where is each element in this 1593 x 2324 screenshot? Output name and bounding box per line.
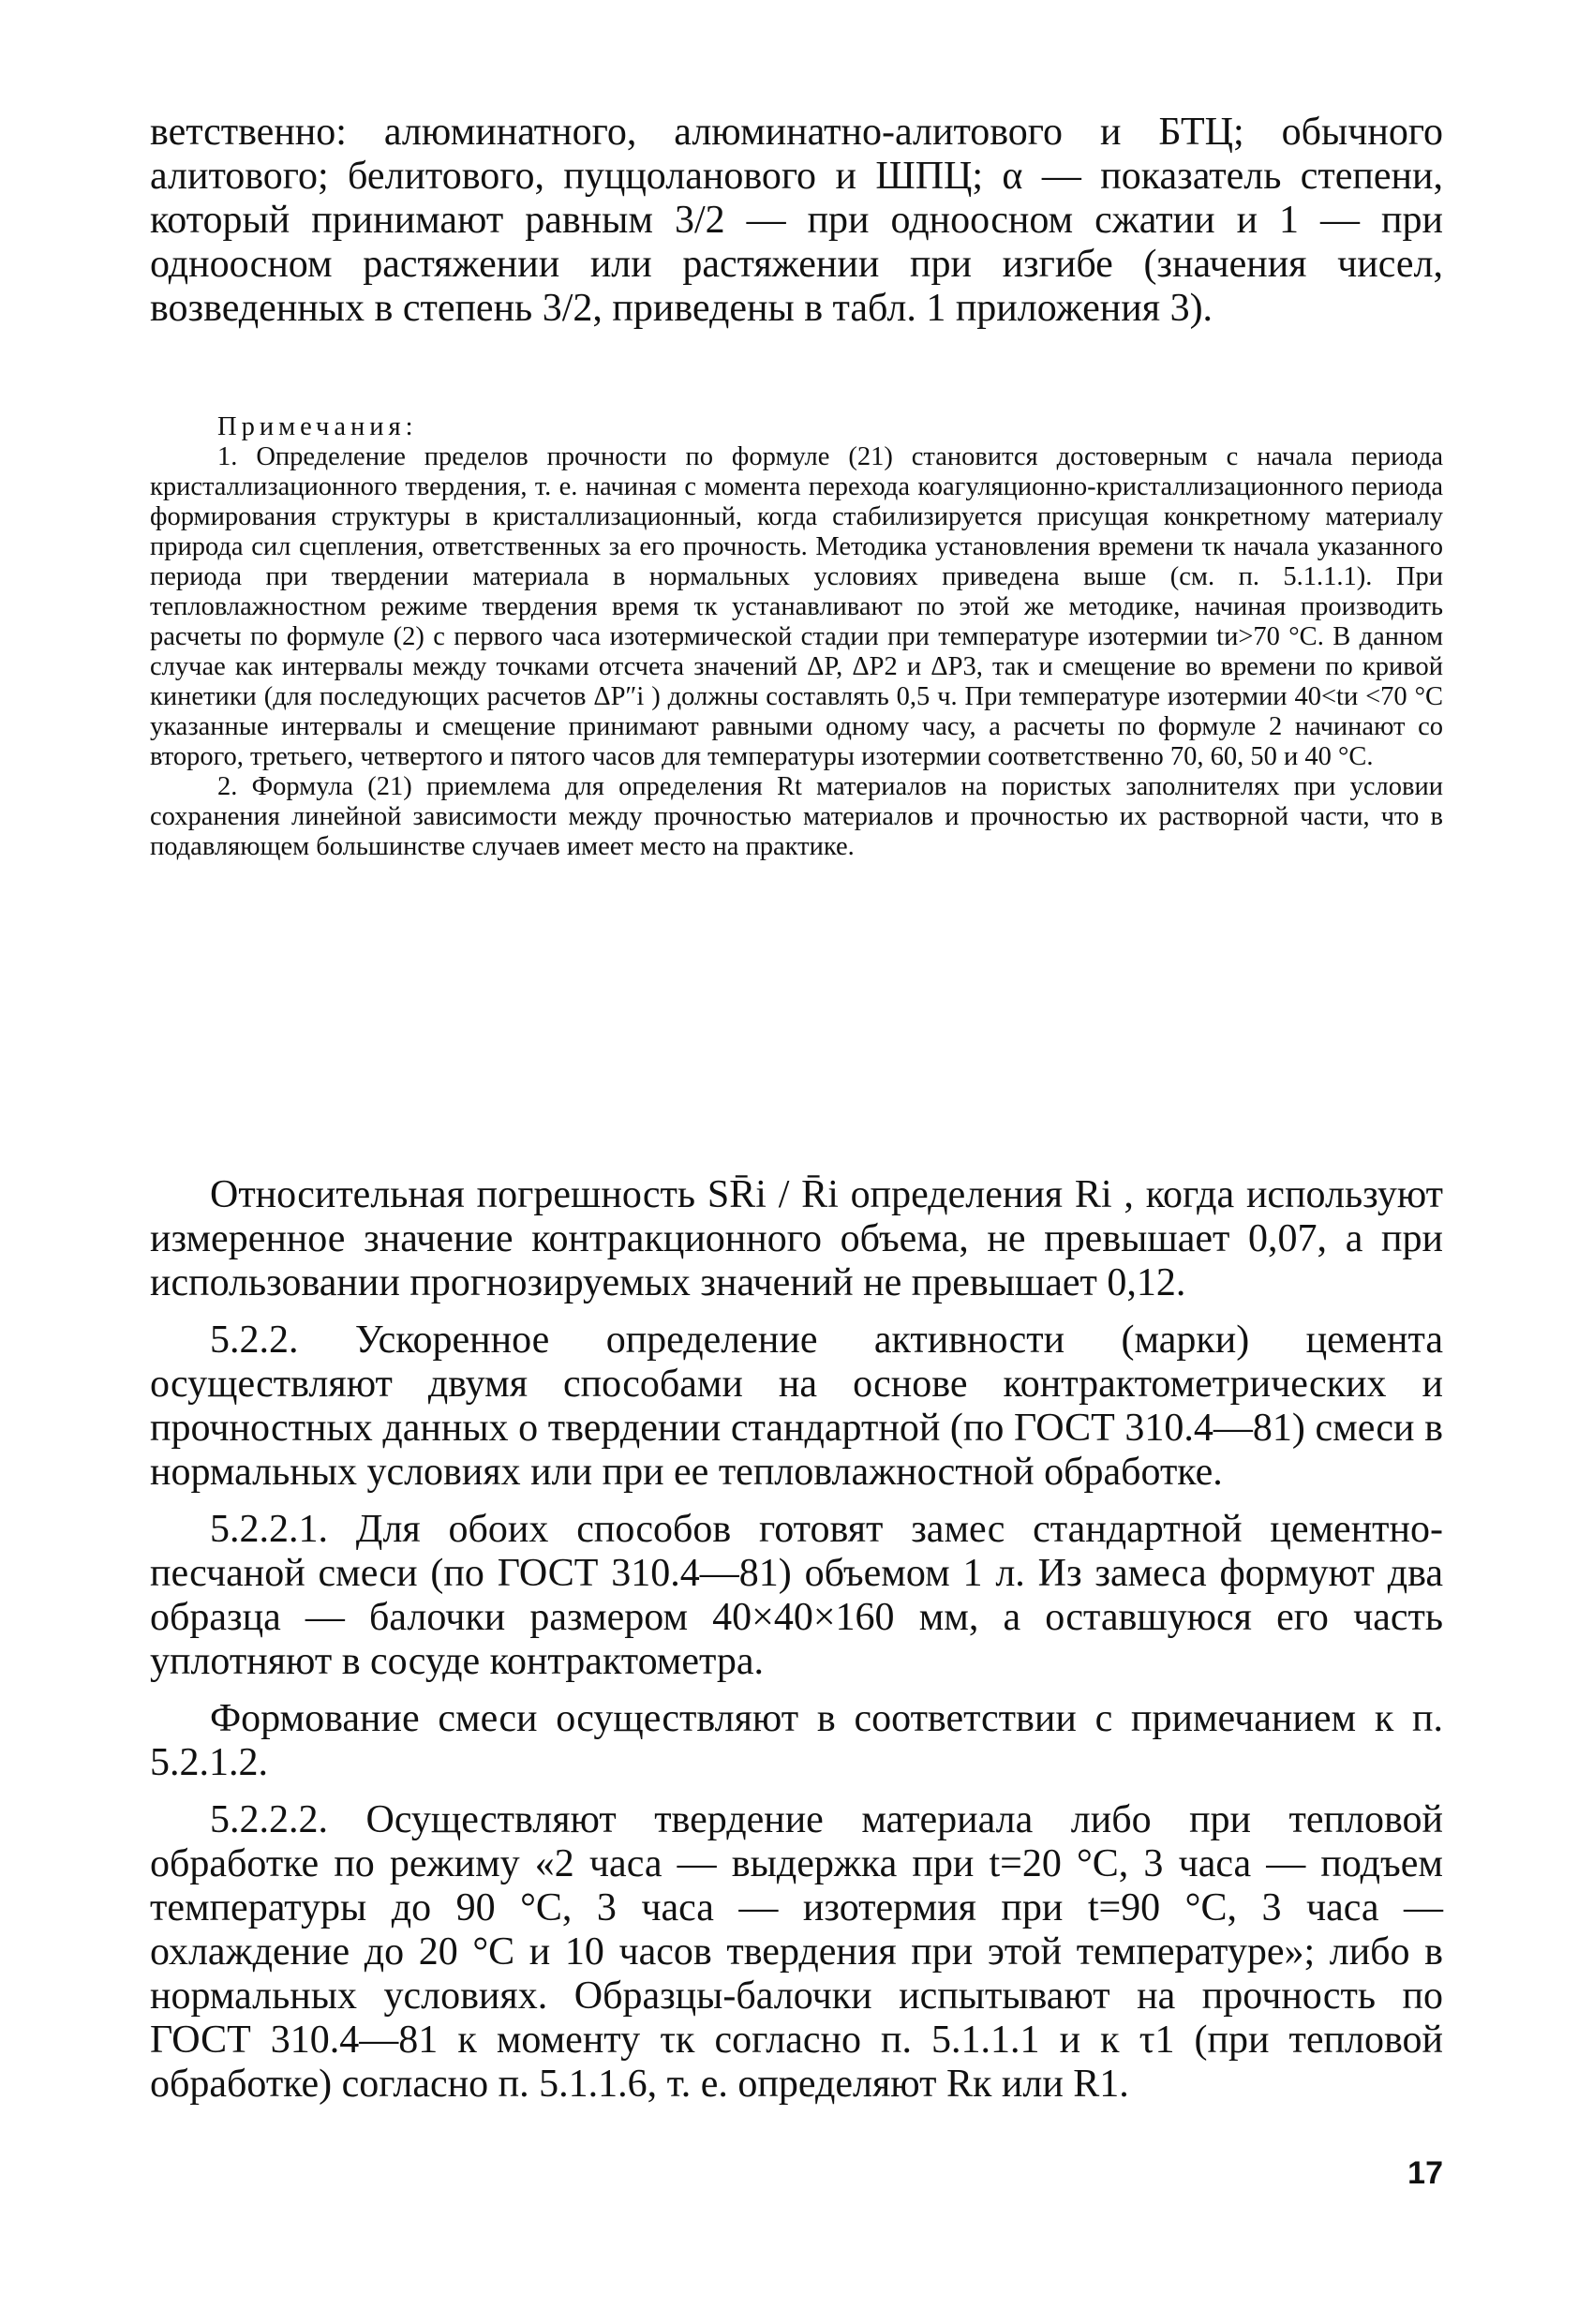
page-number: 17 [1407, 2155, 1443, 2191]
notes-section [150, 412, 1443, 862]
paragraph-5-2-2-1: 5.2.2.1. Для обоих способов готовят замес стандартной цементно-песчаной смеси (по ГОСТ 310.4—81) объемом 1 л. Из замеса формуют два образца — балочки размером 40×40×160 мм, а оставшуюся его часть уплотняют в сосуде контрактометра. [150, 1508, 1443, 1683]
body-section [150, 1173, 1443, 2107]
paragraph-5-2-2: 5.2.2. Ускоренное определение активности (марки) цемента осуществляют двумя способами на основе контрактометрических и прочностных данных о твердении стандартной (по ГОСТ 310.4—81) смеси в нормальных условиях или при ее тепловлажностной обработке. [150, 1318, 1443, 1494]
top-section [150, 111, 1443, 331]
note-item-1: 1. Определение пределов прочности по формуле (21) становится достоверным с начала периода кристаллизационного твердения, т. е. начиная с момента перехода коагуляционно-кристаллизационного периода формирования структуры в кристаллизационный, когда стабилизируется присущая конкретному материалу природа сил сцепления, ответственных за его прочность. Методика установления времени τк начала указанного периода при твердении материала в нормальных условиях приведена выше (см. п. 5.1.1.1). При тепловлажностном режиме твердения время τк устанавливают по этой же методике, начиная производить расчеты по формуле (2) с первого часа изотермической стадии при температуре изотермии tи>70 °С. В данном случае как интервалы между точками отсчета значений ΔP, ΔP2 и ΔP3, так и смещение во времени по кривой кинетики (для последующих расчетов ΔP″i ) должны составлять 0,5 ч. При температуре изотермии 40<tи <70 °С указанные интервалы и смещение принимают равными одному часу, а расчеты по формуле 2 начинают со второго, третьего, четвертого и пятого часов для температуры изотермии соответственно 70, 60, 50 и 40 °С. [150, 442, 1443, 771]
notes-title: Примечания: [217, 412, 418, 441]
top-paragraph: ветственно: алюминатного, алюминатно-алитового и БТЦ; обычного алитового; белитового, пуццоланового и ШПЦ; α — показатель степени, который принимают равным 3/2 — при одноосном сжатии и 1 — при одноосном растяжении или растяжении при изгибе (значения чисел, возведенных в степень 3/2, приведены в табл. 1 приложения 3). [150, 111, 1443, 330]
note-item-2: 2. Формула (21) приемлема для определения Rt материалов на пористых заполнителях при условии сохранения линейной зависимости между прочностью материалов и прочностью их растворной части, что в подавляющем большинстве случаев имеет место на практике. [150, 772, 1443, 861]
paragraph-relative-error: Относительная погрешность SR̄i / R̄i определения Ri , когда используют измеренное значение контракционного объема, не превышает 0,07, а при использовании прогнозируемых значений не превышает 0,12. [150, 1173, 1443, 1304]
paragraph-molding: Формование смеси осуществляют в соответствии с примечанием к п. 5.2.1.2. [150, 1697, 1443, 1784]
paragraph-5-2-2-2: 5.2.2.2. Осуществляют твердение материала либо при тепловой обработке по режиму «2 часа — выдержка при t=20 °С, 3 часа — подъем температуры до 90 °С, 3 часа — изотермия при t=90 °С, 3 часа — охлаждение до 20 °С и 10 часов твердения при этой температуре»; либо в нормальных условиях. Образцы-балочки испытывают на прочность по ГОСТ 310.4—81 к моменту τк согласно п. 5.1.1.1 и к τ1 (при тепловой обработке) согласно п. 5.1.1.6, т. е. определяют Rк или R1. [150, 1798, 1443, 2106]
